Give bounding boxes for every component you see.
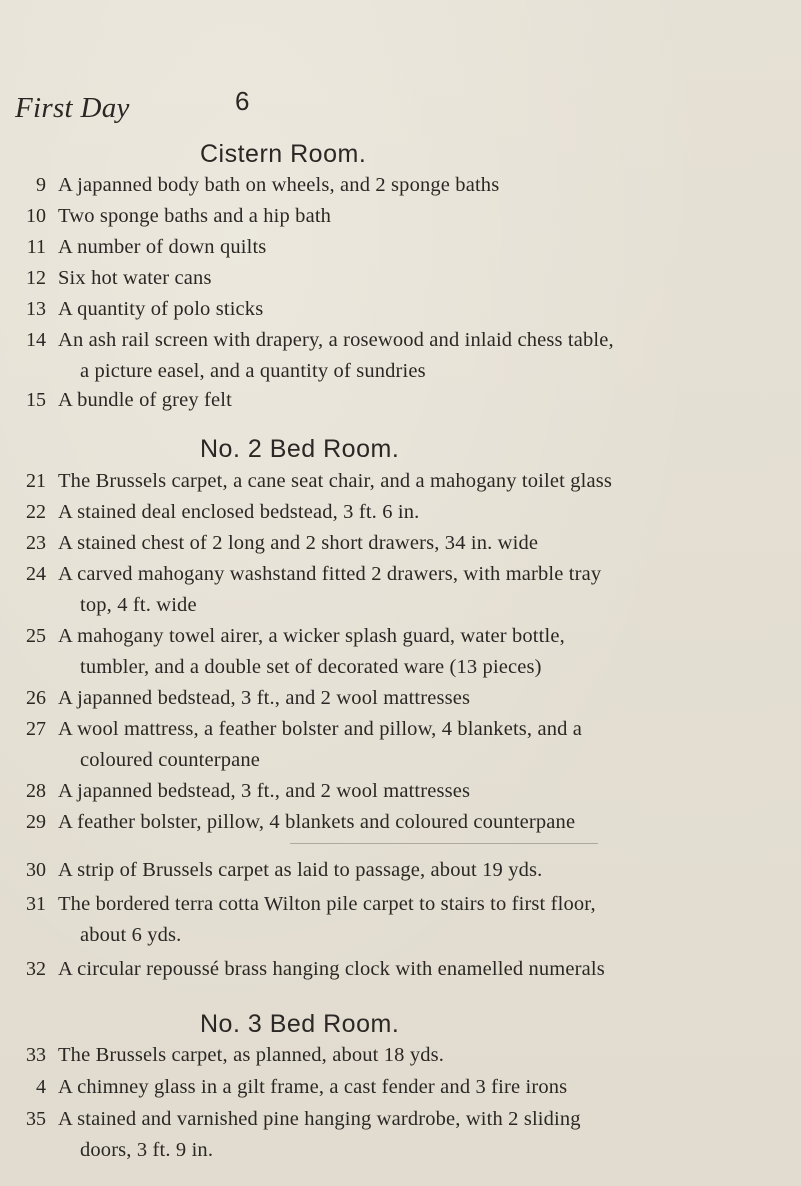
lot-description-line: tumbler, and a double set of decorated ware (13 pieces): [80, 656, 542, 678]
lot-description: [58, 714, 778, 776]
lot-description: [58, 325, 778, 387]
lot-description: [58, 776, 778, 807]
lot-number: 28: [26, 780, 46, 802]
lot-number: 14: [26, 329, 46, 351]
lot-description-line: A strip of Brussels carpet as laid to passage, about 19 yds.: [58, 859, 543, 881]
lot-description: [58, 466, 778, 497]
lot-description-line: top, 4 ft. wide: [80, 594, 197, 616]
lot-description-line: A japanned body bath on wheels, and 2 sponge baths: [58, 174, 500, 196]
lot-description-line: A carved mahogany washstand fitted 2 drawers, with marble tray: [58, 563, 602, 585]
lot-number: 15: [26, 389, 46, 411]
lot-description-line: A circular repoussé brass hanging clock with enamelled numerals: [58, 958, 605, 980]
lot-description-line: Two sponge baths and a hip bath: [58, 205, 332, 227]
lot-number: 11: [26, 236, 46, 258]
lot-description: [58, 263, 778, 294]
lot-description-line: A quantity of polo sticks: [58, 298, 264, 320]
lot-description-line: A wool mattress, a feather bolster and pillow, 4 blankets, and a: [58, 718, 583, 740]
lot-description: [58, 559, 778, 621]
lot-number: 35: [26, 1108, 46, 1130]
page-number: 6: [235, 86, 250, 116]
lot-number: 30: [26, 859, 46, 881]
lot-number: 29: [26, 811, 46, 833]
section-divider: [290, 843, 598, 844]
lot-description: [58, 1072, 778, 1103]
lot-number: 31: [26, 893, 46, 915]
lot-description: [58, 497, 778, 528]
lot-number: 10: [26, 205, 46, 227]
day-title: First Day: [15, 92, 130, 124]
lot-description-line: An ash rail screen with drapery, a rosewood and inlaid chess table,: [58, 329, 614, 351]
lot-number: 22: [26, 501, 46, 523]
lot-number: 9: [36, 174, 46, 196]
lot-description: [58, 1040, 778, 1071]
section-heading-cistern-room: Cistern Room.: [200, 140, 367, 168]
lot-description-line: The Brussels carpet, as planned, about 18 yds.: [58, 1044, 445, 1066]
lot-description: [58, 294, 778, 325]
lot-number: 32: [26, 958, 46, 980]
section-heading-no3-bed-room: No. 3 Bed Room.: [200, 1010, 400, 1038]
lot-description: [58, 385, 778, 416]
lot-description: [58, 807, 778, 838]
lot-description-line: A japanned bedstead, 3 ft., and 2 wool mattresses: [58, 780, 471, 802]
lot-description-line: A bundle of grey felt: [58, 389, 232, 411]
lot-description: [58, 528, 778, 559]
lot-number: 33: [26, 1044, 46, 1066]
lot-description: [58, 232, 778, 263]
lot-number: 27: [26, 718, 46, 740]
section-heading-no2-bed-room: No. 2 Bed Room.: [200, 435, 400, 463]
lot-description: [58, 954, 778, 985]
lot-description-line: A stained deal enclosed bedstead, 3 ft. 6 in.: [58, 501, 420, 523]
lot-description-line: A mahogany towel airer, a wicker splash guard, water bottle,: [58, 625, 565, 647]
lot-description-line: The bordered terra cotta Wilton pile carpet to stairs to first floor,: [58, 893, 596, 915]
lot-number: 4: [36, 1076, 46, 1098]
lot-description-line: Six hot water cans: [58, 267, 212, 289]
lot-description-line: A chimney glass in a gilt frame, a cast fender and 3 fire irons: [58, 1076, 568, 1098]
lot-description-line: A stained and varnished pine hanging wardrobe, with 2 sliding: [58, 1108, 581, 1130]
lot-number: 12: [26, 267, 46, 289]
lot-number: 24: [26, 563, 46, 585]
lot-description: [58, 621, 778, 683]
lot-description: [58, 1104, 778, 1166]
lot-description: [58, 889, 778, 951]
lot-description: [58, 170, 778, 201]
lot-description-line: The Brussels carpet, a cane seat chair, and a mahogany toilet glass: [58, 470, 612, 492]
lot-description-line: a picture easel, and a quantity of sundries: [80, 360, 426, 382]
lot-description-line: coloured counterpane: [80, 749, 261, 771]
lot-number: 23: [26, 532, 46, 554]
lot-number: 13: [26, 298, 46, 320]
lot-description: [58, 683, 778, 714]
page-header: [15, 86, 775, 132]
lot-number: 26: [26, 687, 46, 709]
lot-description-line: A japanned bedstead, 3 ft., and 2 wool mattresses: [58, 687, 471, 709]
lot-number: 25: [26, 625, 46, 647]
lot-description-line: doors, 3 ft. 9 in.: [80, 1139, 214, 1161]
lot-description: [58, 855, 778, 886]
lot-number: 21: [26, 470, 46, 492]
lot-description-line: A feather bolster, pillow, 4 blankets and coloured counterpane: [58, 811, 576, 833]
lot-description-line: about 6 yds.: [80, 924, 182, 946]
lot-description: [58, 201, 778, 232]
lot-description-line: A number of down quilts: [58, 236, 267, 258]
lot-description-line: A stained chest of 2 long and 2 short drawers, 34 in. wide: [58, 532, 539, 554]
